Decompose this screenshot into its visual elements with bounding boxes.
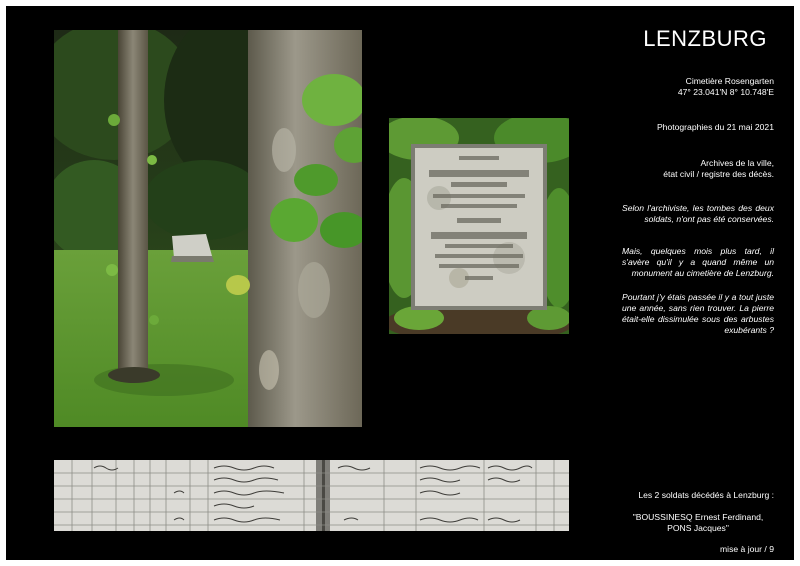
archives-line1: Archives de la ville,	[700, 158, 774, 168]
archivist-note: Selon l'archiviste, les tombes des deux soldats, n'ont pas été conservées.	[622, 203, 774, 224]
location-name: Cimetière Rosengarten	[685, 76, 774, 86]
photo-gravestone	[389, 118, 569, 334]
photo-date: Photographies du 21 mai 2021	[656, 122, 774, 132]
soldiers-heading: Les 2 soldats décédés à Lenzburg :	[638, 490, 774, 500]
location-block	[622, 76, 774, 98]
page-title: LENZBURG	[643, 26, 767, 51]
coordinates: 47° 23.041'N 8° 10.748'E	[677, 87, 774, 97]
search-note: Pourtant j'y étais passée il y a tout juste une année, sans rien trouver. La pierre était-elle dissimulée sous des arbustes exubérants ?	[622, 292, 774, 335]
monument-note: Mais, quelques mois plus tard, il s'avère qu'il y a quand même un monument au cimetière de Lenzburg.	[622, 246, 774, 278]
page	[6, 6, 794, 560]
update-note: mise à jour / 9	[720, 544, 774, 554]
soldiers-names	[618, 512, 778, 534]
photo-death-register	[54, 460, 569, 531]
soldiers-names-line1: "BOUSSINESQ Ernest Ferdinand,	[632, 512, 764, 522]
archives-block	[622, 158, 774, 180]
archives-line2: état civil / registre des décès.	[663, 169, 774, 179]
photo-cemetery-trees	[54, 30, 362, 427]
soldiers-names-line2: PONS Jacques"	[667, 523, 729, 533]
